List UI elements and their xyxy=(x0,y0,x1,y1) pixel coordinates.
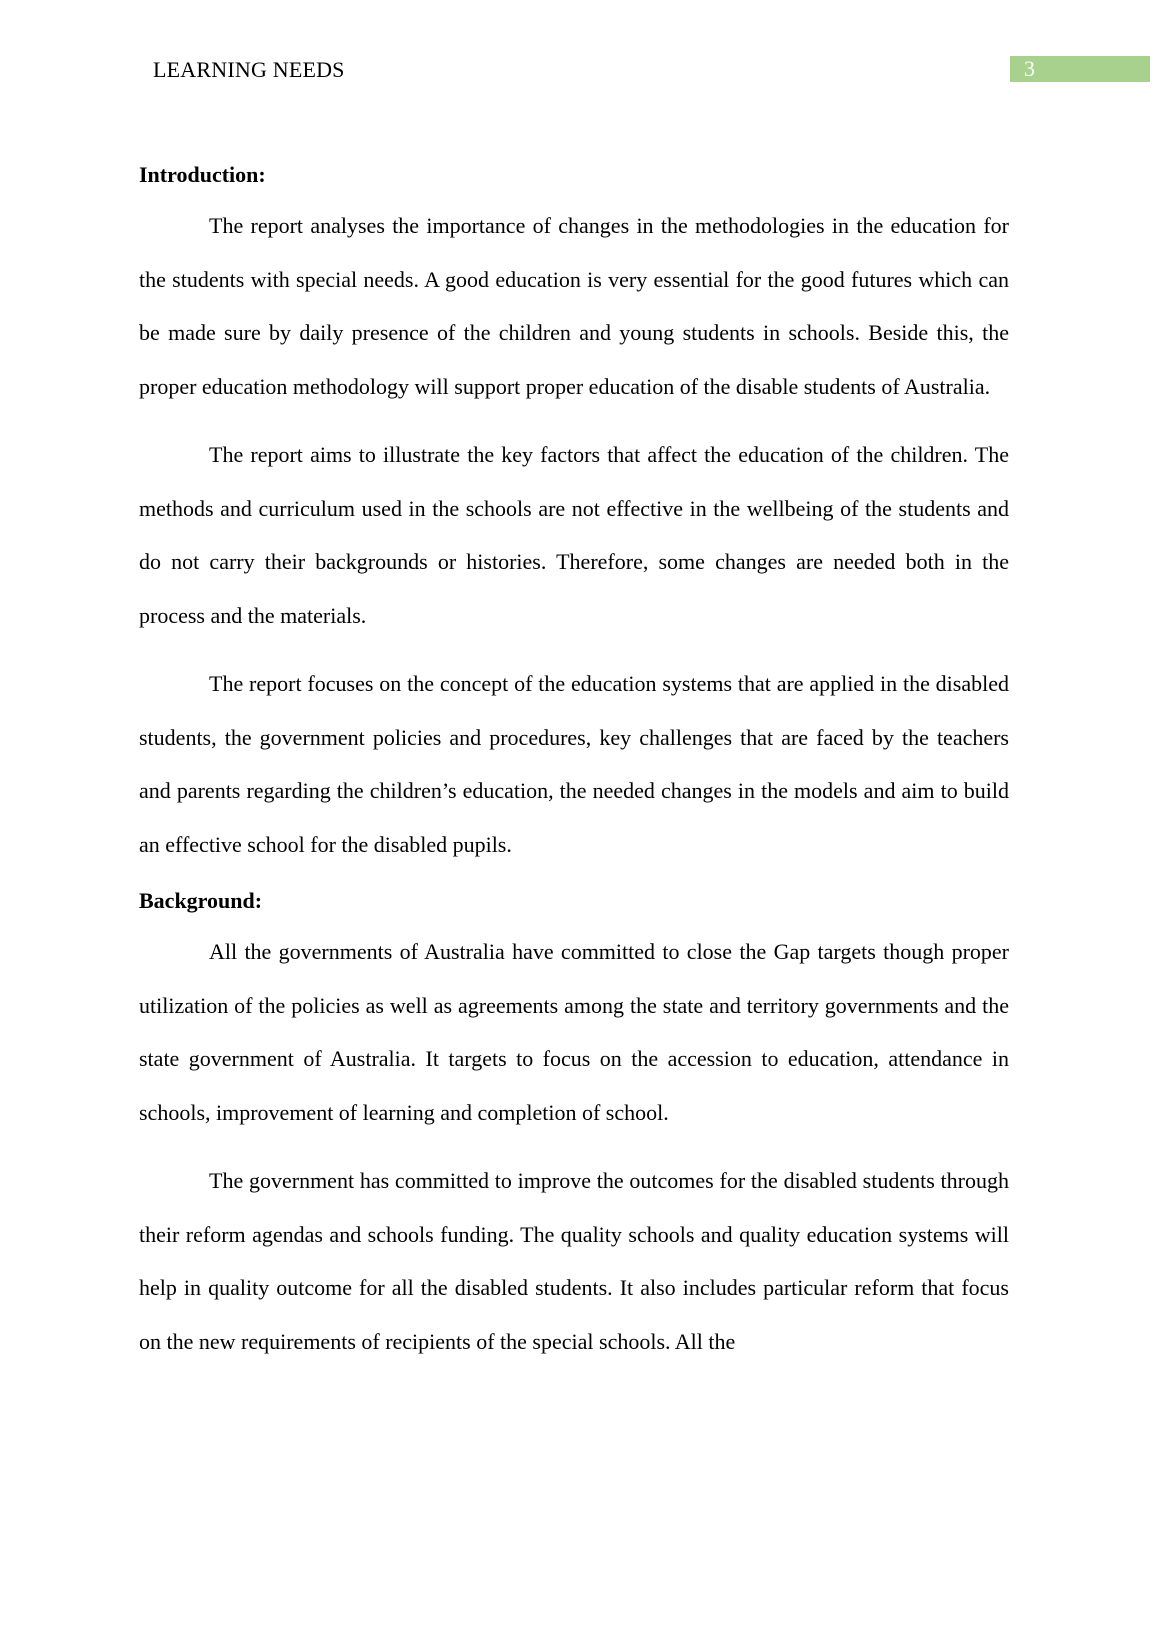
section-heading-introduction: Introduction: xyxy=(139,162,266,187)
paragraph: All the governments of Australia have committed to close the Gap targets though proper utilization of the policies as well as agreements among the state and territory governments and the state government of Australia. It targets to focus on the accession to education, attendance in schools, improvement of learning and completion of school. xyxy=(139,939,1009,1125)
document-body xyxy=(139,160,1009,1383)
paragraph: The report analyses the importance of changes in the methodologies in the education for the students with special needs. A good education is very essential for the good futures which can be made sure by daily presence of the children and young students in schools. Beside this, the proper education methodology will support proper education of the disable students of Australia. xyxy=(139,213,1009,399)
paragraph: The report aims to illustrate the key factors that affect the education of the children. The methods and curriculum used in the schools are not effective in the wellbeing of the students and do not carry their backgrounds or histories. Therefore, some changes are needed both in the process and the materials. xyxy=(139,442,1009,628)
paragraph: The report focuses on the concept of the education systems that are applied in the disabled students, the government policies and procedures, key challenges that are faced by the teachers and parents regarding the children’s education, the needed changes in the models and aim to build an effective school for the disabled pupils. xyxy=(139,671,1009,857)
page-number: 3 xyxy=(1010,56,1150,82)
paragraph: The government has committed to improve the outcomes for the disabled students through their reform agendas and schools funding. The quality schools and quality education systems will help in quality outcome for all the disabled students. It also includes particular reform that focus on the new requirements of recipients of the special schools. All the xyxy=(139,1168,1009,1354)
section-heading-background: Background: xyxy=(139,888,263,913)
running-header-title: LEARNING NEEDS xyxy=(153,57,345,82)
